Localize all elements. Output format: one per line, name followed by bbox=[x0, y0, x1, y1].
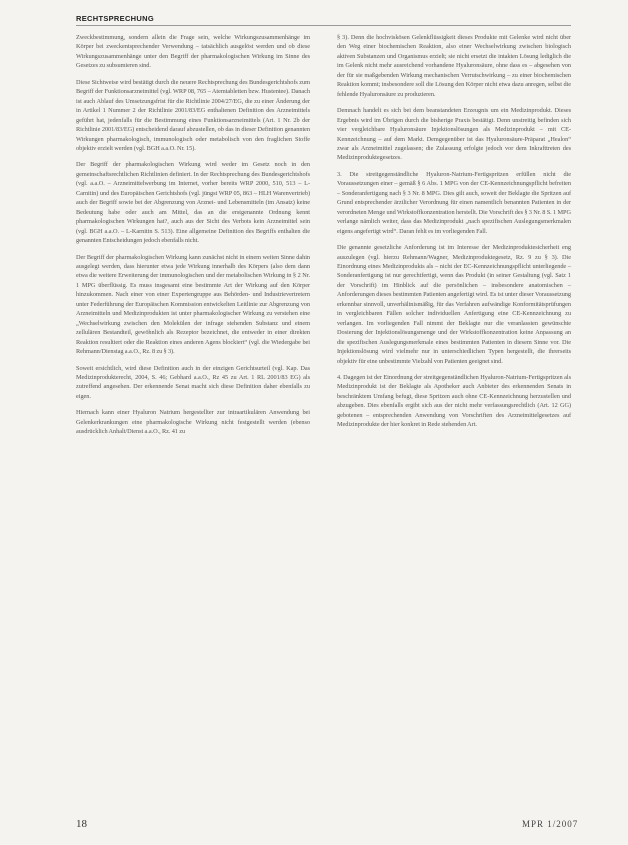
right-column bbox=[337, 33, 571, 437]
right-paragraph-3: 3. Die streitgegenständliche Hyaluron-Natrium-Fertigspritzen erfüllen nicht die Voraussetzungen einer – gemäß § 6 Abs. 1 MPG von der CE-Kennzeichnungspflicht befreiten – Sonderanfertigung nach § 3 Nr. 8 MPG. Dies gilt auch, soweit der Beklagte die Spritzen auf Grund entsprechender ärztlicher Verordnung für einen namentlich benannten Patienten in der verordneten Menge und Wirkstoffkonzentration herstellt. Die Vorschrift des § 3 Nr. 8 S. 1 MPG verlange nämlich weiter, dass das Medizinprodukt „nach spezifischen Auslegungsmerkmalen eigens angefertigt wird“. Daran fehlt es im vorliegenden Fall. bbox=[337, 170, 571, 235]
left-paragraph-4: Der Begriff der pharmakologischen Wirkung kann zunächst nicht in einem weiten Sinne dahin ausgelegt werden, dass hierunter etwa jede Wirkung innerhalb des Körpers (also dem dann etwa die weitere Erweiterung der immunologischen und der metabolischen Wirkung in § 2 Nr. 1 MPG überflüssig. Es muss insgesamt eine bestimmte Art der Wirkung auf den Körper hinzukommen. Nach einer von einer Expertengruppe aus Behörden- und Industrievertretern unter Federführung der Europäischen Kommission entwickelten Leitlinie zur Abgrenzung von Arzneimitteln und Medizinprodukten ist unter pharmakologischer Wirkung zu verstehen eine „Wechselwirkung zwischen den Molekülen der infrage stehenden Substanz und einem zellulären Bestandteil, gewöhnlich als Rezeptor bezeichnet, die entweder in einer direkten Reaktion resultiert oder die Reaktion eines anderen Agens blockiert“ (vgl. die Wiedergabe bei Rehmann/Dienstag a.a.O., Rz. 8 zu § 3). bbox=[76, 253, 310, 356]
right-paragraph-1: § 3). Denn die hochviskösen Gelenkflüssigkeit dieses Produkte mit Gelenke wird nicht über den Weg einer biochemischen Reaktion, also einer Wechselwirkung zwischen biologisch aktiven Substanzen und Organismus erzielt; sie nicht ersetzt die intakten Lösung lediglich die im Gelenk nicht mehr ausreichend vorhandene Hyaluronsäure, ohne dass es – abgesehen von der für sie maßgebenden Wirkung mechanischen Verrutschwirkung – zu einer biochemischen Reaktion kommt; insbesondere soll die Lösung den Körper nicht etwa dazu anregen, selbst die fehlende Hyaluronsäure zu produzieren. bbox=[337, 34, 571, 98]
left-paragraph-3: Der Begriff der pharmakologischen Wirkung wird weder im Gesetz noch in den gemeinschaftsrechtlichen Richtlinien definiert. In der Rechtsprechung des Bundesgerichtshofs (vgl. a.a.O. – Arzneimittelwerbung im Internet, vorher bereits WRP 2000, 510, 513 – L-Carnitin) und des Europäischen Gerichtshofs (vgl. jüngst WRP 05, 863 – HLH Warenvertrieb) auch der Begriff sowie bei der Abgrenzung von Arznei- und Lebensmitteln (im Ansatz) keine Bedeutung habe oder auch am Mittel, das an die erstgenannte Ordnung kennt pharmakologischen Wirkungen hat?, auch aus der Sicht des Verbots kein Arzneimittel sein (vgl. BGH a.a.O. – L-Karnitin S. 513). Eine allgemeine Definition des Begriffs enthalten die genannten Entscheidungen jedoch ebenfalls nicht. bbox=[76, 161, 310, 245]
left-paragraph-5: Soweit ersichtlich, wird diese Definition auch in der einzigen Gerichtsurteil (vgl. Kap. Das Medizinprodukterecht, 2004, S. 46; Gebhard a.a.O., Rz 45 zu Art. 1 RL 2001/83 EG) als zutreffend angesehen. Der erkennende Senat macht sich diese Definition daher ebenfalls zu eigen. bbox=[76, 364, 310, 400]
section-header: RECHTSPRECHUNG bbox=[76, 14, 154, 23]
left-paragraph-1: Zweckbestimmung, sondern allein die Frage sein, welche Wirkungszusammenhänge im Körper bei zweckentsprechender Verwendung – tatsächlich ausgelöst werden und ob diese Wirkungszusammenhänge unter den Begriff der pharmakologischen Wirkung im Sinne des Gesetzes zu subsumieren sind. bbox=[76, 34, 310, 70]
journal-reference: MPR 1/2007 bbox=[522, 819, 579, 829]
right-paragraph-5: 4. Dagegen ist der Einordnung der streitgegenständlichen Hyaluron-Natrium-Fertigspritzen als Medizinprodukt ist der Beklagte als Apotheker auch Anbieter des erkennenden Senats in beschränktem Umfang befugt, diese Spritzen auch ohne CE-Kennzeichnung herzustellen und abzugeben. Dies ebenfalls ergibt sich aus der nicht mehr verfassungsrechtlich (Art. 12 GG) gebotenen – entsprechenden Anwendung von Vorschriften des Arzneimittelgesetzes auf Medizinprodukte der hier konkret in Rede stehenden Art. bbox=[337, 373, 571, 429]
page-number: 18 bbox=[76, 818, 87, 830]
right-paragraph-2: Demnach handelt es sich bei dem beanstandeten Erzeugnis um ein Medizinprodukt. Dieses Ergebnis wird im Übrigen durch die bisherige Praxis bestätigt. Denn unstreitig befinden sich vier vergleichbare Hyaluronsäure Injektionslösungen als Medizinprodukt – mit CE-Kennzeichnung – auf dem Markt. Demgegenüber ist das Hyaluronsäure-Präparat „Healon“ zwar als Arzneimittel zugelassen; die Zulassung erfolgte jedoch vor dem Inkrafttreten des Medizinproduktegesetzes. bbox=[337, 107, 571, 162]
left-column bbox=[76, 33, 310, 444]
left-paragraph-6: Hiernach kann einer Hyaluron Natrium hergestellter zur intraartikulären Anwendung bei Gelenkerkrankungen eine pharmakologische Wirkung nicht festgestellt werden (ebenso ausdrücklich Anhalt/Dienst a.a.O., Rz. 41 zu bbox=[76, 409, 310, 436]
right-paragraph-4: Die genannte gesetzliche Anforderung ist im Interesse der Medizinproduktesicherheit eng auszulegen (vgl. hierzu Rehmann/Wagner, Medizinproduktegesetz, Rz. 9 zu § 3). Die Einordnung eines Medizinprodukts als – nicht der EC-Kennzeichnungspflicht unterliegende – Sonderanfertigung ist nur gerechtfertigt, wenn das Produkt (in seiner Gestaltung (vgl. Satz 1 der Vorschrift) im Hinblick auf die persönlichen – insbesondere anatomischen – Anforderungen dieses bestimmten Patienten angefertigt wird. Es ist unter dieser Voraussetzung erkennbar sinnvoll, unverhältnismäßig, für das Verfahren aufwändige Konformitätsprüfungen in vergleichbaren Fällen solcher individuellen Anfertigung eine CE-Kennzeichnung zu verlangen. Im vorliegenden Fall nimmt der Beklagte nur die veranlassten gewünschte Dosierung der Injektionslösungsmenge und der Wirkstoffkonzentration keine Anpassung an die spezifischen Auslegungsmerkmale eines bestimmten Patienten in diesem Sinne vor. Die Injektionslösung wird vielmehr nur in unterschiedlichen Typen hergestellt, die ihrerseits objektiv für eine unbestimmte Vielzahl von Patienten geeignet sind. bbox=[337, 244, 571, 365]
header-rule bbox=[76, 25, 571, 26]
left-paragraph-2: Diese Sichtweise wird bestätigt durch die neuere Rechtsprechung des Bundesgerichtshofs zum Begriff der Funktionsarzneimittel (vgl. WRP 08, 765 – Atemtabletten bzw. Hustentee). Danach ist auch Ablauf des Umsetzungsfrist für die Richtlinie 2004/27/EG, die zu einer Änderung der in Artikel 1 Nummer 2 der Richtlinie 2001/83/EG enthaltenen Definition des Arzneimittels geführt hat, jedenfalls für die Bestimmung eines Funktionsarzneimittels (Art. 1 Nr. 2b der Richtlinie 2001/83/EG) entscheidend darauf abzustellen, ob das in dieser Definition genannten Wirkungen pharmakologisch, immunologisch oder metabolisch von den fraglichen Stoffe objektiv erzielt werden (vgl. BGH a.a.O. Nr. 15). bbox=[76, 78, 310, 152]
